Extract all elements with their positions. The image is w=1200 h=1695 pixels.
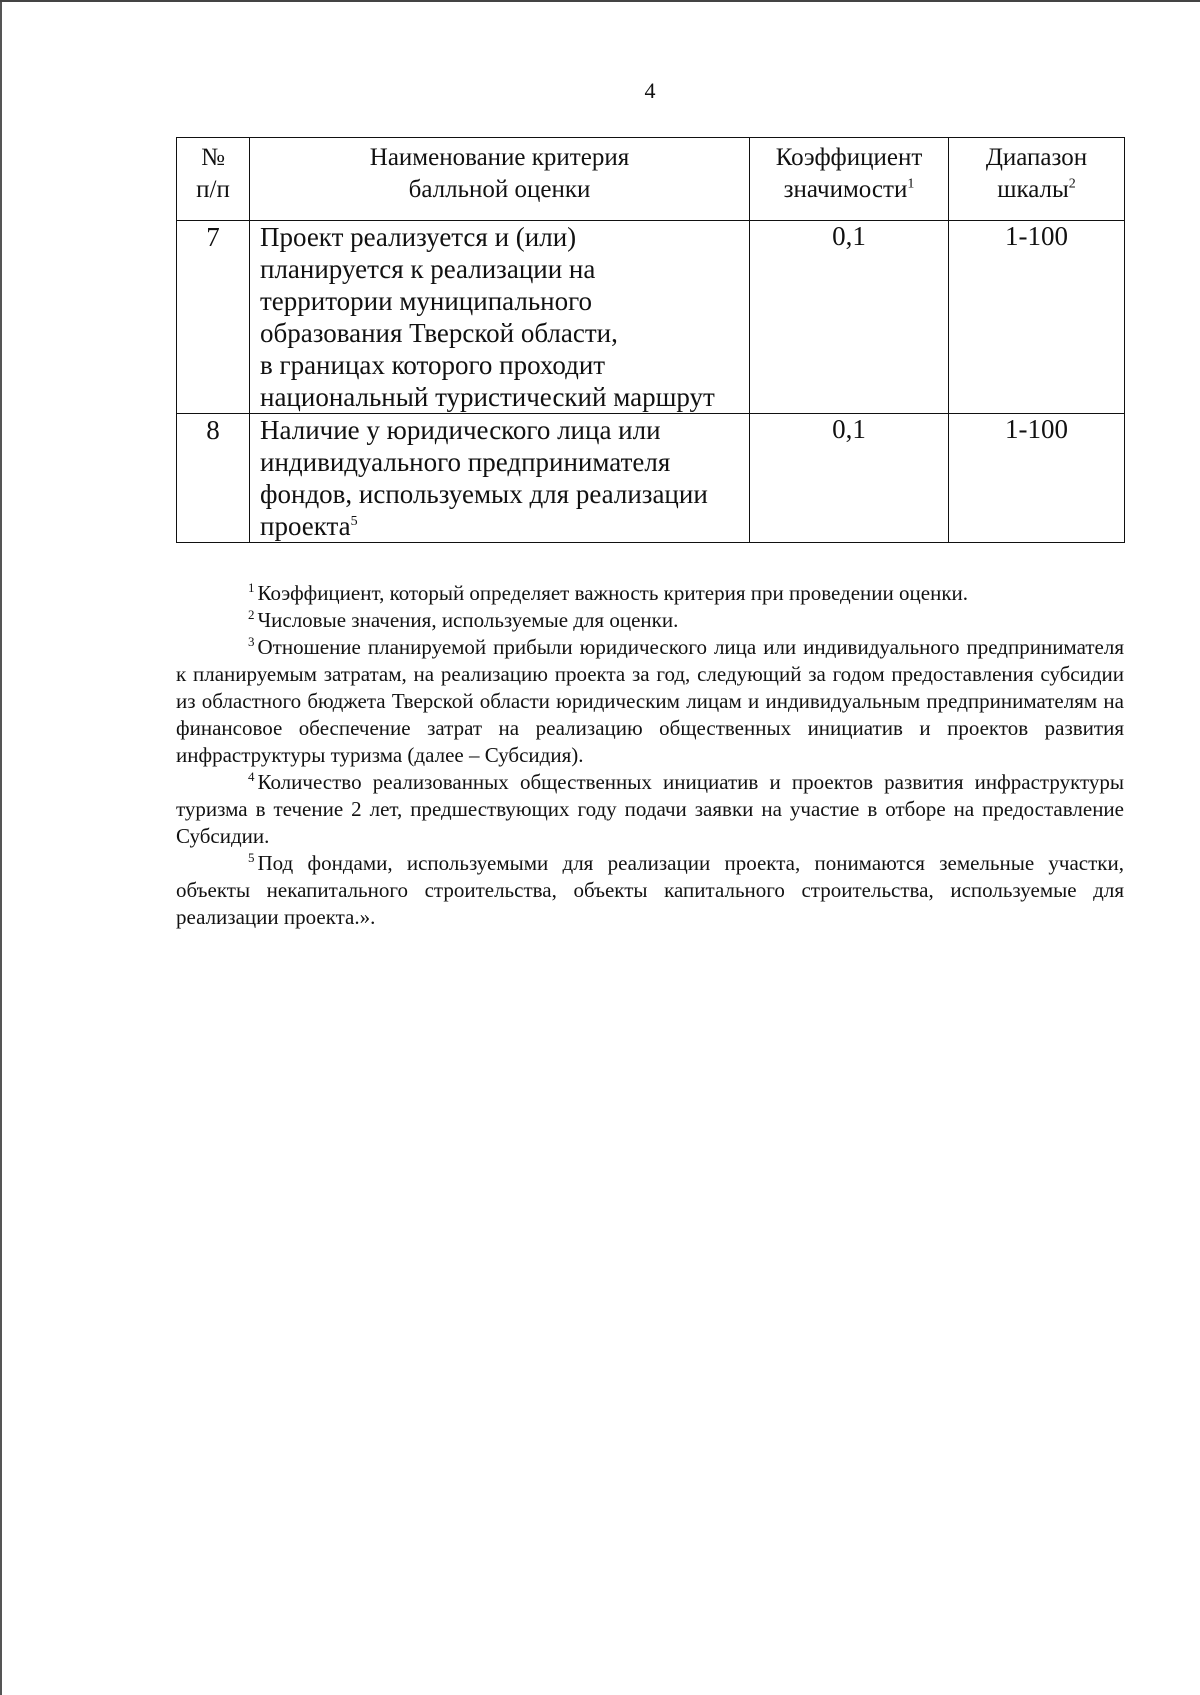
footnote — [176, 607, 1124, 634]
header-range — [949, 138, 1125, 221]
name-line: в границах которого проходит — [260, 350, 606, 380]
header-number-line2: п/п — [196, 176, 230, 203]
header-name-line2: балльной оценки — [408, 176, 591, 203]
footnote-mark: 2 — [248, 607, 255, 622]
header-coef-line2: значимости — [783, 176, 908, 203]
header-coefficient — [750, 138, 949, 221]
row-number: 8 — [177, 414, 250, 543]
footnote-mark: 1 — [248, 580, 255, 595]
footnote — [176, 634, 1124, 769]
scan-edge-left — [0, 0, 2, 1695]
header-range-line1: Диапазон — [985, 144, 1088, 171]
row-range: 1-100 — [949, 414, 1125, 543]
table-row — [177, 221, 1125, 414]
footnote — [176, 850, 1124, 931]
criteria-table — [176, 137, 1125, 543]
header-range-footnote-mark: 2 — [1068, 176, 1076, 192]
scan-edge-top — [0, 0, 1200, 2]
name-line: Наличие у юридического лица или — [260, 415, 661, 445]
header-coef-footnote-mark: 1 — [907, 176, 915, 192]
row-number: 7 — [177, 221, 250, 414]
name-line: образования Тверской области, — [260, 318, 618, 348]
footnote-text: Количество реализованных общественных инициатив и проектов развития инфраструктуры туризма в течение 2 лет, предшествующих году подачи заявки на участие в отборе на предоставление Субсидии. — [176, 770, 1124, 848]
name-line: Проект реализуется и (или) — [260, 222, 577, 252]
header-name-line1: Наименование критерия — [369, 144, 630, 171]
footnote-mark: 3 — [248, 634, 255, 649]
row-criterion-name — [250, 414, 750, 543]
footnote-text: Коэффициент, который определяет важность критерия при проведении оценки. — [257, 581, 969, 605]
table-row — [177, 414, 1125, 543]
footnote-text: Под фондами, используемыми для реализации проекта, понимаются земельные участки, объекты некапитального строительства, объекты капитального строительства, используемые для реализации проекта.». — [176, 851, 1124, 929]
row-coefficient: 0,1 — [750, 414, 949, 543]
footnote-text: Отношение планируемой прибыли юридического лица или индивидуального предпринимателя к планируемым затратам, на реализацию проекта за год, следующий за годом предоставления субсидии из областного бюджета Тверской области юридическим лицам и индивидуальным предпринимателям на финансовое обеспечение затрат на реализацию общественных инициатив и проектов развития инфраструктуры туризма (далее – Субсидия). — [176, 635, 1124, 767]
footnote — [176, 769, 1124, 850]
row-range: 1-100 — [949, 221, 1125, 414]
name-line: проекта — [260, 511, 351, 541]
header-range-line2: шкалы — [997, 176, 1069, 203]
name-line: национальный туристический маршрут — [260, 382, 715, 412]
footnote-mark: 4 — [248, 769, 255, 784]
name-line: территории муниципального — [260, 286, 593, 316]
footnote-text: Числовые значения, используемые для оценки. — [257, 608, 679, 632]
header-number-line1: № — [201, 144, 225, 171]
row-criterion-name — [250, 221, 750, 414]
name-line: индивидуального предпринимателя — [260, 447, 671, 477]
footnote-mark: 5 — [248, 850, 255, 865]
footnote — [176, 580, 1124, 607]
name-line: фондов, используемых для реализации — [260, 479, 708, 509]
header-coef-line1: Коэффициент — [775, 144, 923, 171]
row-coefficient: 0,1 — [750, 221, 949, 414]
name-line: планируется к реализации на — [260, 254, 596, 284]
header-number — [177, 138, 250, 221]
name-footnote-mark: 5 — [350, 514, 358, 529]
footnotes — [176, 580, 1124, 931]
header-criterion-name — [250, 138, 750, 221]
table-header-row — [177, 138, 1125, 221]
page-number: 4 — [644, 78, 656, 103]
